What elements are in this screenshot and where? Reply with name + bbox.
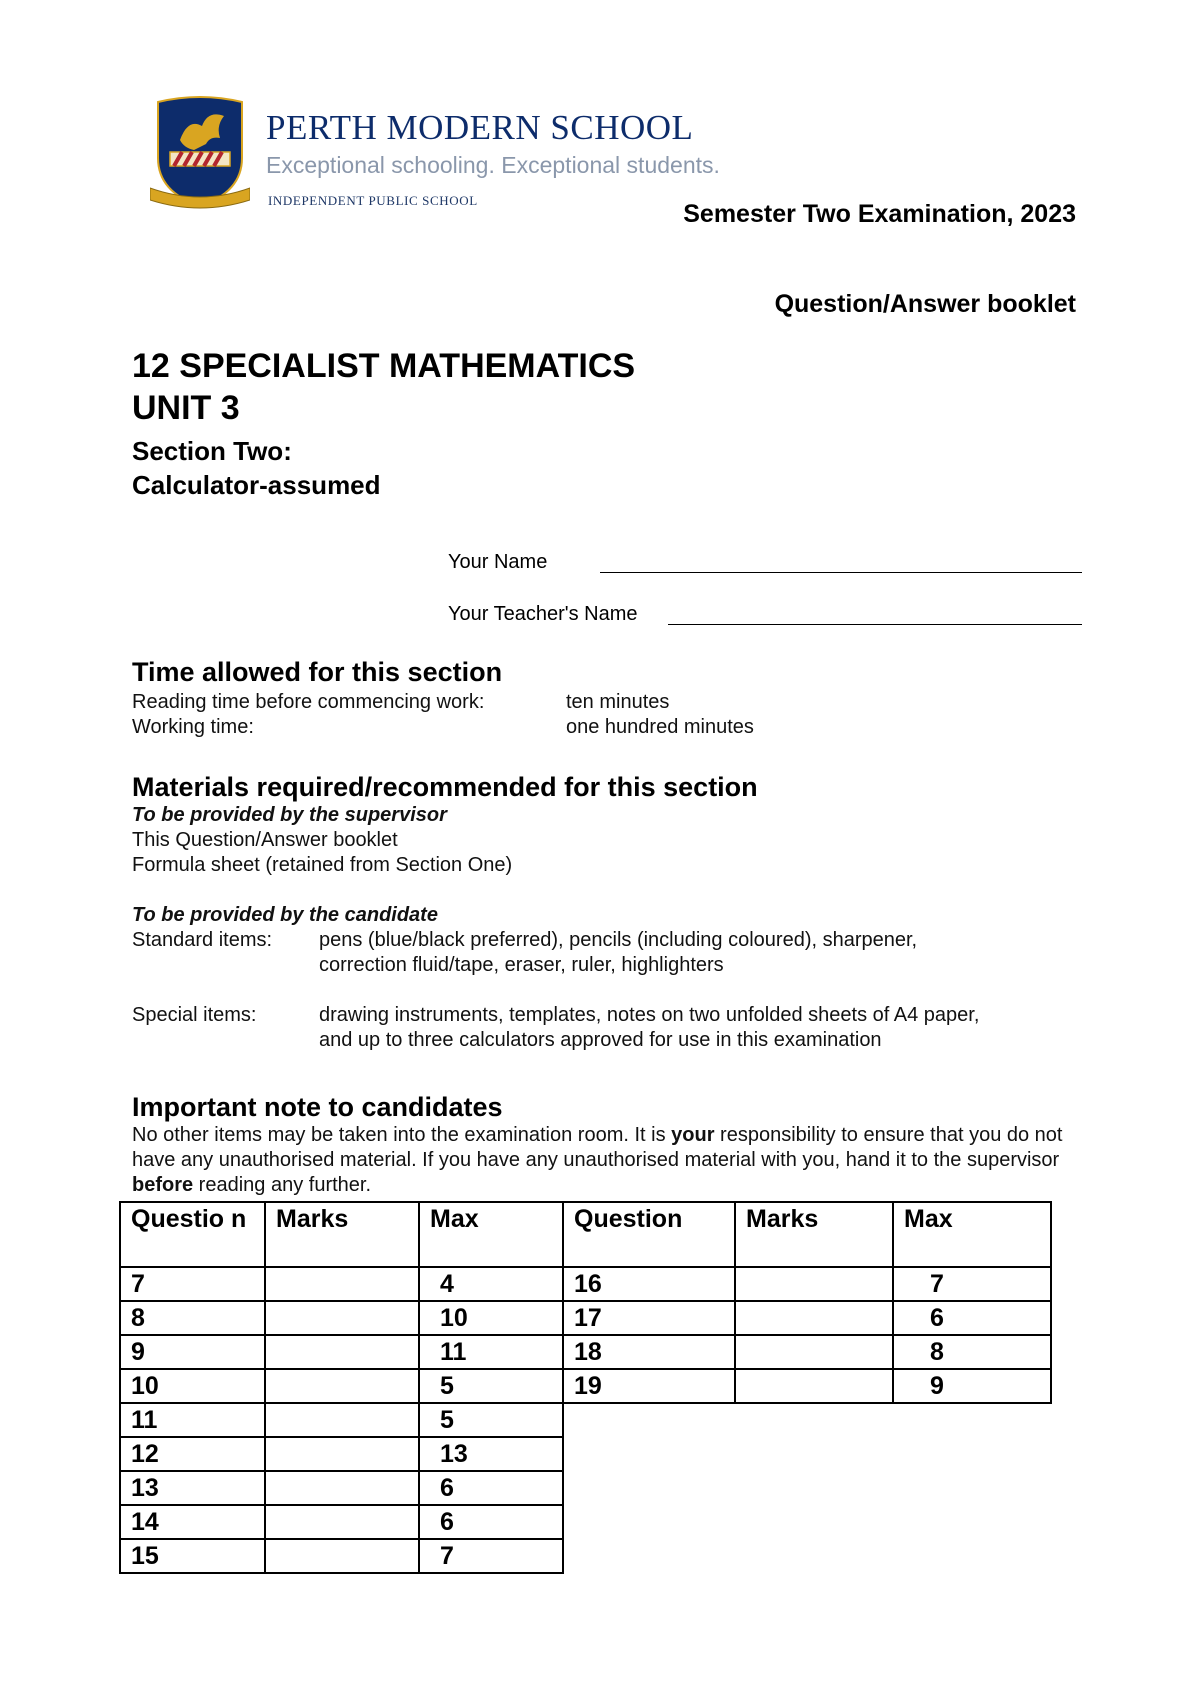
teacher-name-row [448, 603, 637, 626]
col-header: Marks [735, 1202, 893, 1267]
note-part: No other items may be taken into the examination room. It is [132, 1124, 672, 1146]
question-number: 15 [120, 1539, 265, 1573]
marks-table [119, 1201, 1052, 1574]
standard-items-label: Standard items: [132, 929, 273, 951]
empty-cell [563, 1403, 735, 1437]
max-marks: 6 [893, 1301, 1051, 1335]
empty-cell [563, 1471, 735, 1505]
question-number: 8 [120, 1301, 265, 1335]
max-marks: 7 [419, 1539, 563, 1573]
marks-cell[interactable] [265, 1505, 419, 1539]
empty-cell [735, 1437, 893, 1471]
time-section [132, 657, 1092, 740]
question-number: 13 [120, 1471, 265, 1505]
materials-heading: Materials required/recommended for this section [132, 772, 758, 802]
standard-items [132, 928, 1092, 978]
question-number: 12 [120, 1437, 265, 1471]
special-items [132, 1003, 1092, 1053]
time-heading: Time allowed for this section [132, 657, 503, 687]
marks-cell[interactable] [735, 1267, 893, 1301]
time-rows [132, 690, 1092, 740]
empty-cell [735, 1403, 893, 1437]
empty-cell [563, 1505, 735, 1539]
exam-title: Semester Two Examination, 2023 [683, 200, 1076, 228]
supervisor-heading: To be provided by the supervisor [132, 804, 447, 826]
marks-cell[interactable] [265, 1369, 419, 1403]
empty-cell [893, 1471, 1051, 1505]
section-line-2: Calculator-assumed [132, 470, 381, 500]
empty-cell [735, 1539, 893, 1573]
question-number: 19 [563, 1369, 735, 1403]
max-marks: 6 [419, 1505, 563, 1539]
candidate-heading: To be provided by the candidate [132, 904, 438, 926]
table-row [120, 1369, 1051, 1403]
your-name-label: Your Name [448, 551, 548, 573]
max-marks: 6 [419, 1471, 563, 1505]
empty-cell [735, 1471, 893, 1505]
marks-cell[interactable] [735, 1301, 893, 1335]
col-header: Max [419, 1202, 563, 1267]
empty-cell [735, 1505, 893, 1539]
empty-cell [893, 1437, 1051, 1471]
max-marks: 4 [419, 1267, 563, 1301]
standard-items-line: correction fluid/tape, eraser, ruler, highlighters [319, 954, 724, 976]
max-marks: 10 [419, 1301, 563, 1335]
marks-cell[interactable] [265, 1403, 419, 1437]
max-marks: 13 [419, 1437, 563, 1471]
booklet-label: Question/Answer booklet [774, 290, 1076, 318]
marks-cell[interactable] [735, 1335, 893, 1369]
note-emphasis: your [671, 1124, 715, 1146]
teacher-name-label: Your Teacher's Name [448, 603, 638, 625]
table-row [120, 1335, 1051, 1369]
working-time-label: Working time: [132, 716, 254, 738]
max-marks: 5 [419, 1369, 563, 1403]
marks-cell[interactable] [265, 1301, 419, 1335]
marks-cell[interactable] [265, 1437, 419, 1471]
marks-cell[interactable] [265, 1267, 419, 1301]
note-emphasis: before [132, 1174, 194, 1196]
section-line-1: Section Two: [132, 436, 292, 466]
max-marks: 8 [893, 1335, 1051, 1369]
question-number: 7 [120, 1267, 265, 1301]
table-row [120, 1267, 1051, 1301]
marks-cell[interactable] [735, 1369, 893, 1403]
note-part: reading any further. [193, 1174, 372, 1196]
question-number: 16 [563, 1267, 735, 1301]
subject-title [132, 345, 635, 429]
col-header: Question [563, 1202, 735, 1267]
teacher-name-field[interactable] [668, 605, 1082, 625]
question-number: 11 [120, 1403, 265, 1437]
section-title [132, 434, 381, 502]
table-row [120, 1471, 1051, 1505]
col-header: Questio n [120, 1202, 265, 1267]
reading-time-label: Reading time before commencing work: [132, 691, 485, 713]
special-items-label: Special items: [132, 1004, 257, 1026]
standard-items-line: pens (blue/black preferred), pencils (including coloured), sharpener, [319, 929, 918, 951]
reading-time-value: ten minutes [566, 691, 670, 713]
table-row [120, 1301, 1051, 1335]
important-note-section [132, 1092, 1072, 1198]
empty-cell [893, 1403, 1051, 1437]
marks-cell[interactable] [265, 1471, 419, 1505]
note-heading: Important note to candidates [132, 1092, 503, 1122]
col-header: Max [893, 1202, 1051, 1267]
materials-section [132, 772, 1092, 1053]
max-marks: 7 [893, 1267, 1051, 1301]
school-type: INDEPENDENT PUBLIC SCHOOL [268, 193, 478, 208]
table-row [120, 1403, 1051, 1437]
question-number: 14 [120, 1505, 265, 1539]
col-header: Marks [265, 1202, 419, 1267]
table-row [120, 1539, 1051, 1573]
note-part: responsibility to ensure that you do not have any unauthorised material. If you have any unauthorised material with you, hand it to the supervisor [132, 1124, 1063, 1171]
your-name-field[interactable] [600, 553, 1082, 573]
subject-line-1: 12 SPECIALIST MATHEMATICS [132, 347, 636, 385]
school-name: PERTH MODERN SCHOOL [266, 108, 694, 147]
school-crest-logo [150, 96, 250, 212]
table-row [120, 1437, 1051, 1471]
max-marks: 5 [419, 1403, 563, 1437]
max-marks: 9 [893, 1369, 1051, 1403]
question-number: 9 [120, 1335, 265, 1369]
marks-cell[interactable] [265, 1539, 419, 1573]
question-number: 10 [120, 1369, 265, 1403]
table-header-row [120, 1202, 1051, 1267]
empty-cell [563, 1539, 735, 1573]
max-marks: 11 [419, 1335, 563, 1369]
question-number: 18 [563, 1335, 735, 1369]
empty-cell [893, 1505, 1051, 1539]
supervisor-item: This Question/Answer booklet [132, 829, 398, 851]
special-items-line: drawing instruments, templates, notes on two unfolded sheets of A4 paper, [319, 1004, 980, 1026]
empty-cell [563, 1437, 735, 1471]
marks-cell[interactable] [265, 1335, 419, 1369]
note-text [132, 1123, 1072, 1198]
table-row [120, 1505, 1051, 1539]
name-row [448, 551, 547, 574]
special-items-line: and up to three calculators approved for use in this examination [319, 1029, 882, 1051]
supervisor-item: Formula sheet (retained from Section One) [132, 854, 513, 876]
working-time-value: one hundred minutes [566, 716, 754, 738]
school-tagline: Exceptional schooling. Exceptional students. [266, 152, 720, 178]
question-number: 17 [563, 1301, 735, 1335]
subject-line-2: UNIT 3 [132, 389, 240, 427]
empty-cell [893, 1539, 1051, 1573]
